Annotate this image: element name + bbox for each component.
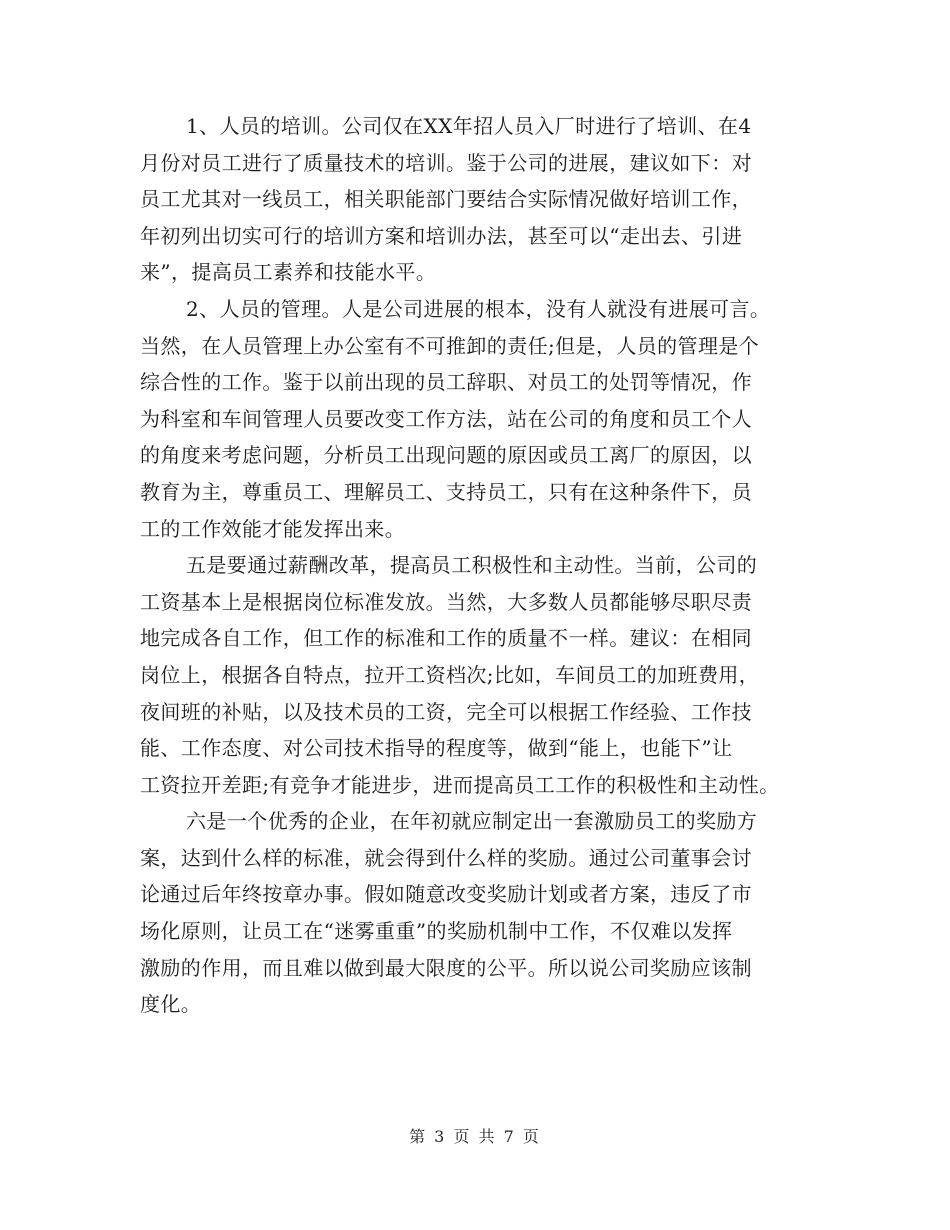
text-line: 论通过后年终按章办事。假如随意改变奖励计划或者方案，违反了市 [140,882,752,907]
text-line: 来”，提高员工素养和技能水平。 [140,260,437,285]
text-line: 六是一个优秀的企业，在年初就应制定出一套激励员工的奖励方 [186,809,758,834]
text-line: 工资拉开差距;有竞争才能进步，进而提高员工工作的积极性和主动性。 [140,772,780,797]
text-line: 年初列出切实可行的培训方案和培训办法，甚至可以“走出去、引进 [140,223,743,248]
text-line: 综合性的工作。鉴于以前出现的员工辞职、对员工的处罚等情况，作 [140,370,752,395]
text-line: 能、工作态度、对公司技术指导的程度等，做到“能上，也能下”让 [140,736,733,761]
text-line: 度化。 [140,992,202,1017]
paragraph-salary-reform [140,547,830,803]
paragraph-incentive-plan [140,803,830,1023]
text-line: 工资基本上是根据岗位标准发放。当然，大多数人员都能够尽职尽责 [140,589,752,614]
text-line: 员工尤其对一线员工，相关职能部门要结合实际情况做好培训工作， [140,187,752,212]
text-line: 教育为主，尊重员工、理解员工、支持员工，只有在这种条件下，员 [140,479,752,504]
text-line: 场化原则，让员工在“迷雾重重”的奖励机制中工作，不仅难以发挥 [140,919,733,944]
text-line: 激励的作用，而且难以做到最大限度的公平。所以说公司奖励应该制 [140,955,752,980]
text-line: 五是要通过薪酬改革，提高员工积极性和主动性。当前，公司的 [186,553,758,578]
text-line: 的角度来考虑问题，分析员工出现问题的原因或员工离厂的原因，以 [140,443,752,468]
text-line: 月份对员工进行了质量技术的培训。鉴于公司的进展，建议如下：对 [140,150,752,175]
document-body [140,108,830,1023]
text-line: 2、人员的管理。人是公司进展的根本，没有人就没有进展可言。 [186,296,771,321]
paragraph-staff-management [140,291,830,547]
text-line: 岗位上，根据各自特点，拉开工资档次;比如，车间员工的加班费用， [140,662,760,687]
text-line: 1、人员的培训。公司仅在XX年招人员入厂时进行了培训、在4 [186,114,752,138]
text-line: 当然，在人员管理上办公室有不可推卸的责任;但是，人员的管理是个 [140,333,760,358]
text-line: 工的工作效能才能发挥出来。 [140,516,406,541]
text-line: 地完成各自工作，但工作的标准和工作的质量不一样。建议：在相同 [140,626,752,651]
text-line: 夜间班的补贴，以及技术员的工资，完全可以根据工作经验、工作技 [140,699,752,724]
paragraph-staff-training [140,108,830,291]
text-line: 为科室和车间管理人员要改变工作方法，站在公司的角度和员工个人 [140,406,752,431]
page-number-footer: 第 3 页 共 7 页 [409,1127,541,1146]
text-line: 案，达到什么样的标准，就会得到什么样的奖励。通过公司董事会讨 [140,845,752,870]
